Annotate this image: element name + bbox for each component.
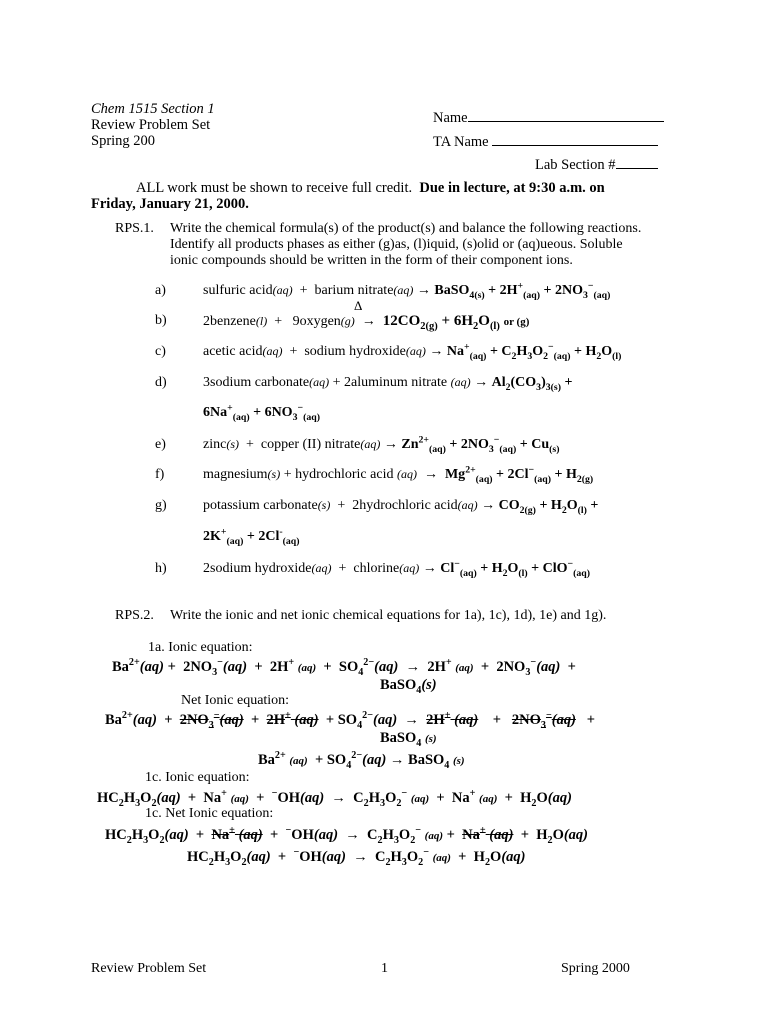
reaction-label: d) [155, 375, 167, 390]
reaction-equation-cont: $6Na^+_{(aq)} + 6NO_3^-_{(aq)}$ [203, 402, 320, 423]
reaction-equation: 3sodium carbonate(aq) + 2aluminum nitrate $(aq) \to Al_2(CO_3)_{3(s)}$ + [203, 375, 573, 393]
reaction-label: g) [155, 498, 167, 513]
1a-net-equation-final: $Ba^{2+}$ $(aq) + SO_4^{2-}(aq)$ → BaSO$_4$ (s) [258, 750, 465, 771]
reaction-equation: 2benzene(l) + 9oxygen(g) → $12CO_{2(g)} + 6H_2O_{(l)}$ or (g) [203, 313, 530, 332]
reaction-equation: potassium carbonate(s) + 2hydrochloric acid(aq) → $CO_{2(g)} + H_2O_{(l)}$ + [203, 498, 599, 516]
set-title: Review Problem Set [91, 117, 211, 133]
reaction-d [0, 375, 770, 395]
ta-field [433, 133, 658, 150]
reaction-label: a) [155, 283, 166, 298]
1a-ionic-equation: $Ba^{2+}(aq) + 2NO_3^-(aq) + 2H^+$ $(aq) + SO_4^{2-}(aq) \to 2H^+$ $(aq) + 2NO_3^-(aq)$ + [112, 657, 576, 678]
reaction-equation: acetic acid(aq) + sodium hydroxide(aq) → $Na^+_{(aq)} + C_2H_3O_2^-_{(aq)} + H_2O_{(l)}$ [203, 341, 622, 362]
instructions-intro: ALL work must be shown to receive full credit. [136, 180, 413, 196]
due-line1: Due in lecture, at 9:30 a.m. on [419, 180, 605, 196]
name-label: Name [433, 110, 468, 126]
1a-ionic-equation-cont: BaSO$_4$(s) [380, 677, 437, 696]
due-line2: Friday, January 21, 2000. [91, 196, 249, 212]
ta-label: TA Name [433, 134, 489, 150]
name-blank [468, 109, 664, 122]
1a-net-label: Net Ionic equation: [181, 693, 290, 708]
reaction-label: e) [155, 437, 166, 452]
reaction-d-cont [0, 402, 770, 425]
rps1-line-3: ionic compounds should be written in the form of their component ions. [170, 253, 573, 268]
lab-blank [616, 156, 658, 169]
reaction-g-cont [0, 526, 770, 549]
1c-net-equation-final: $HC_2H_3O_2(aq) + ^-OH(aq) \to C_2H_3O_2^-$ $(aq) + H_2O(aq)$ [187, 847, 526, 868]
1c-net-label: 1c. Net Ionic equation: [145, 806, 274, 821]
1a-net-equation-cont: BaSO$_4$ (s) [380, 730, 437, 749]
rps1-label: RPS.1. [115, 221, 154, 236]
1c-net-equation: $HC_2H_3O_2(aq) + Na^+$ $(aq) + ^-OH(aq) \to C_2H_3O_2^-$ (aq) + Na+ $(aq) + H_2O(aq)$ [105, 825, 589, 846]
reaction-b [0, 313, 770, 333]
footer-left: Review Problem Set [91, 961, 207, 976]
reaction-e [0, 434, 770, 457]
1a-net-equation: $Ba^{2+}(aq) + 2NO_3^-(aq) + 2H^+$ $(aq) + SO_4^{2-}(aq) \to 2H^+$ (aq) + $2NO_3^-(aq)$ + [105, 710, 596, 731]
reaction-equation: sulfuric acid(aq) + barium nitrate(aq) → BaSO$_{4(s)}$ + $2H^+_{(aq)} + 2NO_3^-_{(aq)}$ [203, 280, 611, 301]
reaction-label: f) [155, 467, 165, 482]
reaction-c [0, 341, 770, 364]
page-number: 1 [381, 961, 388, 976]
instructions [136, 180, 605, 196]
reaction-equation: magnesium(s) + hydrochloric acid $(aq) \to Mg^{2+}_{(aq)} + 2Cl^-_{(aq)} + H_{2(g)}$ [203, 464, 594, 485]
delta-symbol: Δ [354, 298, 363, 313]
1a-ionic-label: 1a. Ionic equation: [148, 640, 253, 655]
reaction-equation: zinc(s) + copper (II) nitrate(aq) → $Zn^{2+}_{(aq)} + 2NO_3^-_{(aq)} + Cu_{(s)}$ [203, 434, 560, 455]
reaction-g [0, 498, 770, 518]
reaction-equation: 2sodium hydroxide(aq) + chlorine(aq) → $Cl^-_{(aq)} + H_2O_{(l)} + ClO^-_{(aq)}$ [203, 558, 590, 579]
1c-ionic-label: 1c. Ionic equation: [145, 770, 250, 785]
rps1-line-2: Identify all products phases as either (g)as, (l)iquid, (s)olid or (aq)ueous. Soluble [170, 237, 623, 252]
name-field [433, 109, 664, 126]
rps2-label: RPS.2. [115, 608, 154, 623]
reaction-label: b) [155, 313, 167, 328]
ta-blank [492, 133, 658, 146]
1c-ionic-equation: $HC_2H_3O_2(aq) + Na^+$ $(aq) + ^-OH(aq) \to C_2H_3O_2^-$ (aq) + Na+ $(aq) + H_2O(aq)$ [97, 788, 572, 809]
lab-label: Lab Section # [535, 157, 616, 173]
reaction-label: h) [155, 561, 167, 576]
lab-field [535, 156, 658, 173]
course-title: Chem 1515 Section 1 [91, 101, 215, 117]
reaction-a [0, 280, 770, 303]
reaction-h [0, 558, 770, 581]
term: Spring 200 [91, 133, 156, 149]
reaction-f [0, 464, 770, 487]
rps2-text: Write the ionic and net ionic chemical equations for 1a), 1c), 1d), 1e) and 1g). [170, 608, 607, 623]
reaction-label: c) [155, 344, 166, 359]
reaction-equation-cont: $2K^+_{(aq)} + 2Cl^-_{(aq)}$ [203, 526, 300, 547]
rps1-line-1: Write the chemical formula(s) of the product(s) and balance the following reactions. [170, 221, 642, 236]
footer-right: Spring 2000 [561, 961, 630, 976]
